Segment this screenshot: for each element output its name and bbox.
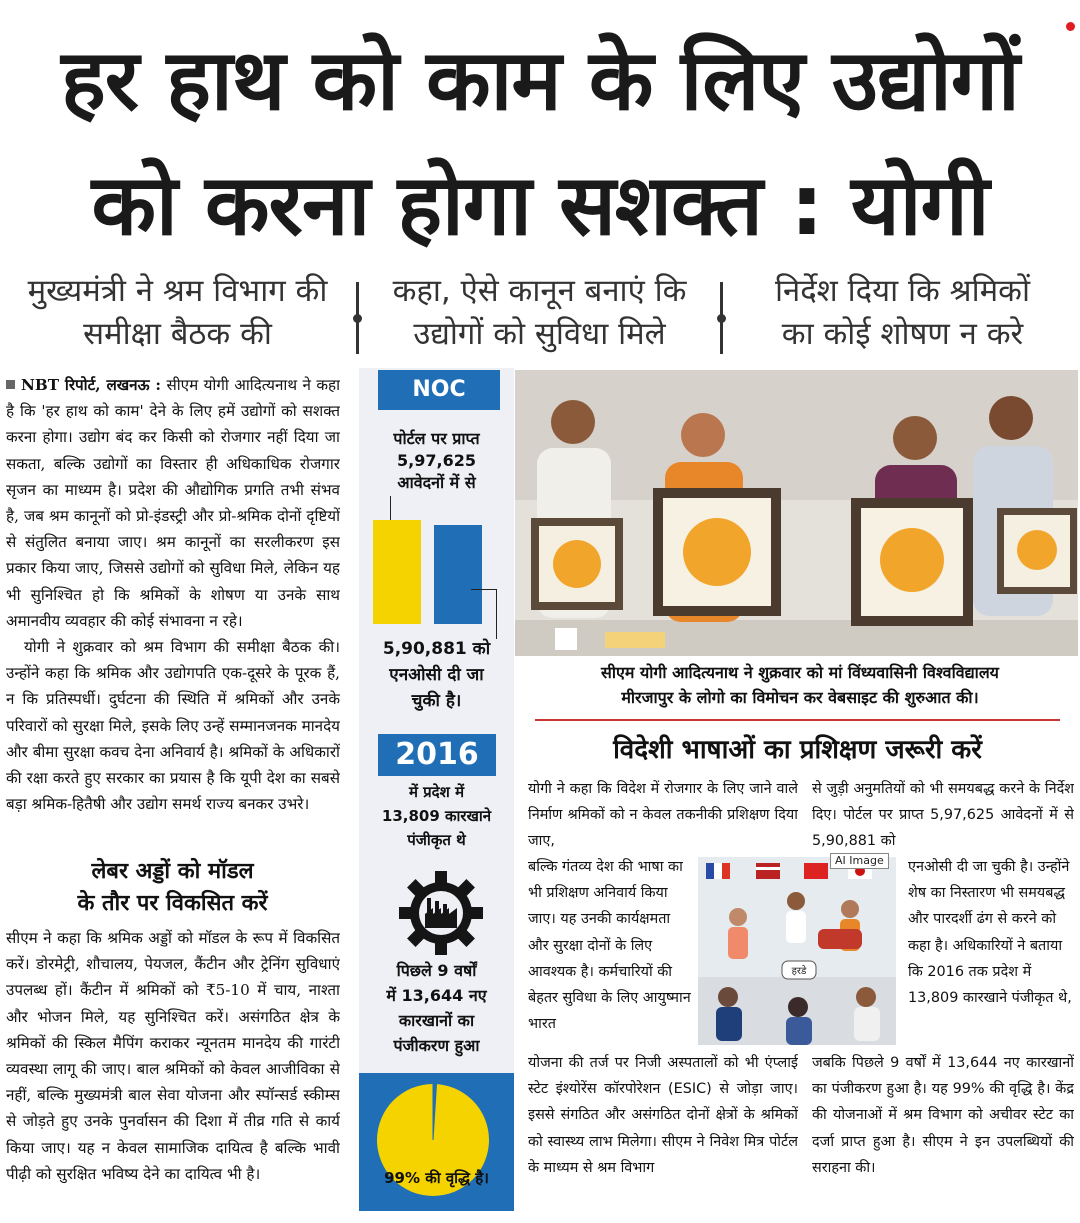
caption-line-2: मीरजापुर के लोगो का विमोचन कर वेबसाइट की शुरुआत की। <box>621 688 979 707</box>
portal-stat <box>359 428 514 494</box>
event-photo <box>515 370 1078 656</box>
deck-1-line-1: मुख्यमंत्री ने श्रम विभाग की <box>27 273 328 309</box>
bar-applications-received <box>373 520 421 624</box>
portal-line-2: 5,97,625 <box>397 451 476 470</box>
story-2-headline: विदेशी भाषाओं का प्रशिक्षण जरूरी करें <box>613 735 982 765</box>
noc-line-1: 5,90,881 को <box>382 639 491 659</box>
subhead-1-line-2: के तौर पर विकसित करें <box>77 891 268 916</box>
section-rule <box>535 719 1060 721</box>
ai-image-label: AI Image <box>830 853 889 869</box>
deck-3-line-1: निर्देश दिया कि श्रमिकों <box>774 273 1031 309</box>
headline-line-2: को करना होगा सशक्त : योगी <box>91 156 989 254</box>
deck-3-line-2: का कोई शोषण न करे <box>781 316 1024 352</box>
new-factories-stat <box>359 958 514 1058</box>
deck-separator <box>720 282 723 354</box>
reg-line-1: में प्रदेश में <box>408 783 465 801</box>
year-tag: 2016 <box>378 734 496 776</box>
deck-2-line-2: उद्योगों को सुविधा मिले <box>413 316 666 352</box>
subhead-1-line-1: लेबर अड्डों को मॉडल <box>91 859 254 884</box>
growth-caption: 99% की वृद्धि है। <box>384 1169 489 1187</box>
registration-stat <box>359 780 514 852</box>
deck-2 <box>362 270 717 356</box>
noc-stat <box>359 636 514 714</box>
article-para-1 <box>6 372 340 634</box>
last-line-3: कारखानों का <box>398 1011 475 1030</box>
story-2-col-3-mid: एनओसी दी जा चुकी है। उन्होंने शेष का निस्तारण भी समयबद्ध और पारदर्शी ढंग से करने को कहा है। अधिकारियों ने बताया कि 2016 तक प्रदेश में 13,809 कारखाने पंजीकृत थे, <box>908 859 1072 1007</box>
deck-3 <box>725 270 1080 356</box>
reg-line-2: 13,809 कारखाने <box>381 807 492 825</box>
noc-line-2: एनओसी दी जा <box>389 665 484 685</box>
speech-bubble-text: हरडे <box>791 966 807 977</box>
story-2-col-2-mid: बल्कि गंतव्य देश की भाषा का भी प्रशिक्षण अनिवार्य किया जाए। यह उनकी कार्यक्षमता और सुरक्षा दोनों के लिए आवश्यक है। कर्मचारियों की बेहतर सुविधा के लिए आयुष्मान भारत <box>528 859 691 1033</box>
noc-tag: NOC <box>378 370 500 410</box>
article-para-3: सीएम ने कहा कि श्रमिक अड्डों को मॉडल के रूप में विकसित करें। डोरमेट्री, शौचालय, पेयजल, कैंटीन और ट्रेनिंग सुविधाएं उपलब्ध हों। कैंटीन में श्रमिकों को ₹5-10 में चाय, नाश्ता और भोजन मिले, यह सुनिश्चित करें। असंगठित क्षेत्र के श्रमिकों की स्किल मैपिंग कराकर न्यूनतम मानदेय की गारंटी व्यवस्था लागू की जाए। बाल श्रमिकों को केवल आजीविका से नहीं, बल्कि मुख्यमंत्री बाल सेवा योजना और स्पॉन्सर्ड स्कीम्स से जोड़ते हुए उनके पुनर्वासन की दिशा में तीव्र गति से कार्य किया जाए। यह न केवल सामाजिक दायित्व है बल्कि भावी पीढ़ी को सुरक्षित भविष्य देने का दायित्व भी है। <box>6 929 340 1183</box>
para-1-text: सीएम योगी आदित्यनाथ ने कहा है कि 'हर हाथ को काम' देने के लिए हमें उद्योगों को सशक्त करना होगा। उद्योग बंद कर किसी को रोजगार नहीं दिया जा सकता, बल्कि उद्योगों का विस्तार ही अधिकाधिक रोजगार सृजन का माध्यम है। प्रदेश की औद्योगिक प्रगति तभी संभव है, जब श्रम कानूनों को प्रो-इंडस्ट्री और प्रो-श्रमिक दोनों दृष्टियों से संतुलित बनाया जाए। श्रम कानूनों का सरलीकरण इस प्रकार किया जाए, जिससे उद्योगों को सुविधा मिले, लेकिन यह भी सुनिश्चित हो कि श्रमिकों के शोषण या उनके साथ अमानवीय व्यवहार की कोई संभावना न रहे। <box>6 376 340 630</box>
dateline: NBT रिपोर्ट, लखनऊ : <box>21 376 162 394</box>
article-para-2: योगी ने शुक्रवार को श्रम विभाग की समीक्षा बैठक की। उन्होंने कहा कि श्रमिक और उद्योगपति एक-दूसरे के पूरक हैं, न कि प्रतिस्पर्धी। दुर्घटना की स्थिति में श्रमिकों और उनके परिवारों को सुरक्षा मिले, इसके लिए उन्हें सम्मानजनक मानदेय और बीमा सुरक्षा कवच देना अनिवार्य है। श्रमिकों के अधिकारों की रक्षा करते हुए सरकार का प्रयास है कि यूपी देश का सबसे बड़ा श्रमिक-हितैषी और उद्योग समर्थ राज्य बनकर उभरे। <box>6 638 340 814</box>
portal-line-1: पोर्टल पर प्राप्त <box>393 429 480 448</box>
stats-sidebar <box>359 368 514 1211</box>
caption-line-1: सीएम योगी आदित्यनाथ ने शुक्रवार को मां विंध्यवासिनी विश्वविद्यालय <box>601 663 999 682</box>
factory-gear-icon <box>396 868 486 958</box>
language-training-illustration <box>698 857 896 1045</box>
story-2-col-2-bottom: योजना की तर्ज पर निजी अस्पतालों को भी एंप्लाई स्टेट इंश्योरेंस कॉरपोरेशन (ESIC) से जोड़ा जाए। इससे संगठित और असंगठित दोनों क्षेत्रों के श्रमिकों को स्वास्थ्य लाभ मिलेगा। सीएम ने निवेश मित्र पोर्टल के माध्यम से श्रम विभाग <box>528 1055 798 1176</box>
subhead-labour-chowk <box>0 856 345 920</box>
deck-2-line-1: कहा, ऐसे कानून बनाएं कि <box>392 273 687 309</box>
reg-line-3: पंजीकृत थे <box>407 831 466 849</box>
connector-line <box>471 589 497 639</box>
story-2-col-3-bottom: जबकि पिछले 9 वर्षों में 13,644 नए कारखानों का पंजीकरण हुआ है। यह 99% की वृद्धि है। केंद्र की योजनाओं में श्रम विभाग को अचीवर स्टेट का दर्जा प्राप्त हुआ है। सीएम ने इन उपलब्धियों की सराहना की। <box>812 1055 1074 1176</box>
article-column-1 <box>6 372 340 848</box>
classroom-illustration <box>698 857 896 1045</box>
connector-line <box>390 496 391 522</box>
last-line-2: में 13,644 नए <box>386 986 487 1005</box>
story-2-col-3-top: से जुड़ी अनुमतियों को भी समयबद्ध करने के निर्देश दिए। पोर्टल पर प्राप्त 5,97,625 आवेदनों में से 5,90,881 को <box>812 781 1074 850</box>
last-line-1: पिछले 9 वर्षों <box>396 961 477 980</box>
deck-separator <box>356 282 359 354</box>
portal-line-3: आवेदनों में से <box>397 473 476 492</box>
deck-1 <box>0 270 355 356</box>
deck-1-line-2: समीक्षा बैठक की <box>83 316 272 352</box>
photo-scene-image <box>515 370 1078 656</box>
noc-line-3: चुकी है। <box>411 691 462 711</box>
square-bullet-icon <box>6 380 15 389</box>
last-line-4: पंजीकरण हुआ <box>393 1036 480 1055</box>
photo-caption <box>530 660 1070 710</box>
headline-line-1: हर हाथ को काम के लिए उद्योगों <box>61 31 1019 129</box>
story-2-col-2-top: योगी ने कहा कि विदेश में रोजगार के लिए जाने वाले निर्माण श्रमिकों को न केवल तकनीकी प्रशिक्षण दिया जाए, <box>528 781 798 850</box>
